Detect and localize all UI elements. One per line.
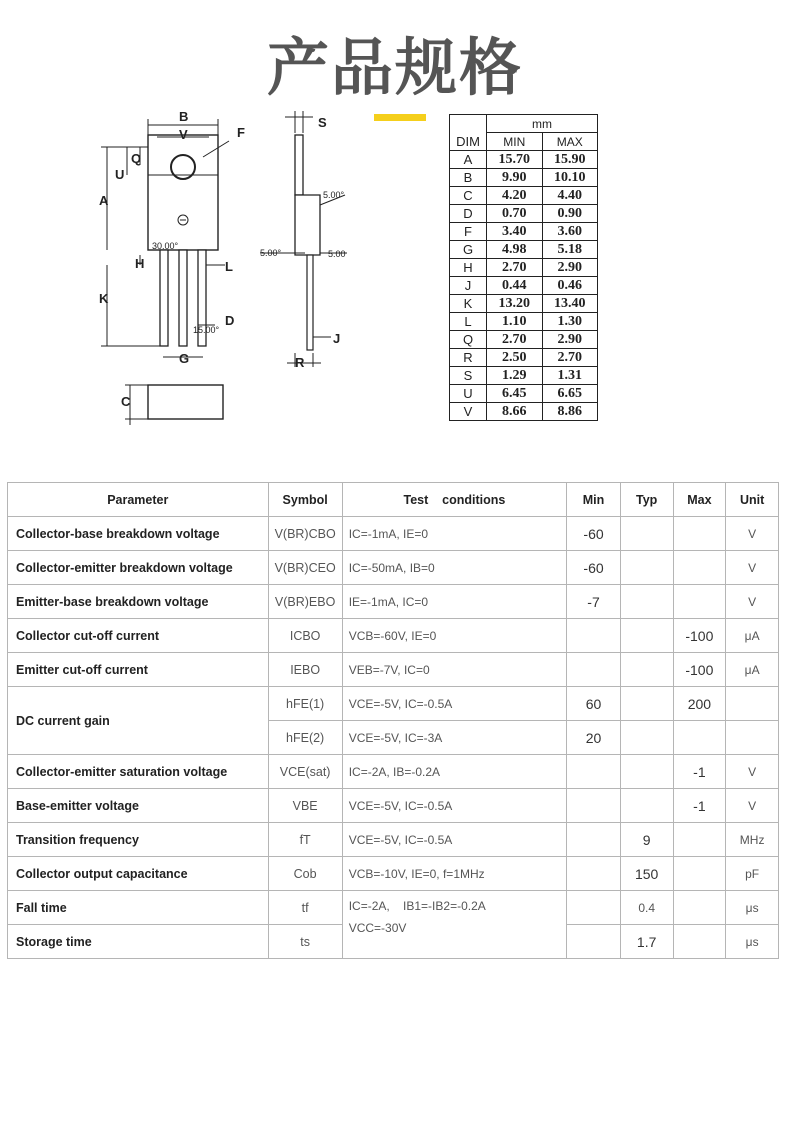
dim-label-u: U bbox=[115, 167, 125, 182]
conditions-cell: VCE=-5V, IC=-0.5A bbox=[342, 823, 567, 857]
dim-label-d: D bbox=[225, 313, 235, 328]
dim-min-cell: 0.70 bbox=[487, 205, 543, 223]
dim-label-h: H bbox=[135, 256, 145, 271]
parameter-header: Parameter bbox=[8, 483, 269, 517]
spec-rows-group-1 bbox=[8, 517, 779, 687]
spec-header-row bbox=[8, 483, 779, 517]
typ-header: Typ bbox=[620, 483, 673, 517]
table-row bbox=[8, 687, 779, 721]
dim-min-cell: 2.70 bbox=[487, 331, 543, 349]
parameter-cell: Collector-emitter saturation voltage bbox=[8, 755, 269, 789]
dim-row bbox=[450, 331, 598, 349]
table-row bbox=[8, 551, 779, 585]
dim-letter-cell: R bbox=[450, 349, 487, 367]
parameter-cell: Collector-base breakdown voltage bbox=[8, 517, 269, 551]
min-cell: 60 bbox=[567, 687, 621, 721]
symbol-cell: ICBO bbox=[268, 619, 342, 653]
symbol-header: Symbol bbox=[268, 483, 342, 517]
table-row bbox=[8, 653, 779, 687]
unit-cell: μA bbox=[726, 653, 779, 687]
dim-row bbox=[450, 385, 598, 403]
dim-row bbox=[450, 403, 598, 421]
dim-max-cell: 6.65 bbox=[542, 385, 598, 403]
dim-min-cell: 6.45 bbox=[487, 385, 543, 403]
dim-row bbox=[450, 151, 598, 169]
unit-cell: V bbox=[726, 551, 779, 585]
symbol-cell: ts bbox=[268, 925, 342, 959]
dim-max-cell: 10.10 bbox=[542, 169, 598, 187]
angle-label-30: 30.00° bbox=[152, 241, 179, 251]
symbol-cell: V(BR)CEO bbox=[268, 551, 342, 585]
dim-label-k: K bbox=[99, 291, 109, 306]
unit-cell: V bbox=[726, 755, 779, 789]
dim-label-s: S bbox=[318, 115, 327, 130]
package-outline-drawing bbox=[95, 105, 435, 435]
min-cell: -60 bbox=[567, 551, 621, 585]
parameter-cell: Emitter cut-off current bbox=[8, 653, 269, 687]
dim-letter-cell: A bbox=[450, 151, 487, 169]
max-cell bbox=[673, 551, 726, 585]
symbol-cell: VBE bbox=[268, 789, 342, 823]
conditions-cell: VCE=-5V, IC=-0.5A bbox=[342, 789, 567, 823]
dim-min-cell: 13.20 bbox=[487, 295, 543, 313]
dim-letter-cell: B bbox=[450, 169, 487, 187]
angle-label-5-right: 5.00 bbox=[328, 249, 346, 259]
conditions-cell: IC=-50mA, IB=0 bbox=[342, 551, 567, 585]
dim-max-cell: 13.40 bbox=[542, 295, 598, 313]
conditions-cell: VCB=-60V, IE=0 bbox=[342, 619, 567, 653]
min-cell bbox=[567, 925, 621, 959]
dim-letter-cell: C bbox=[450, 187, 487, 205]
unit-cell: V bbox=[726, 517, 779, 551]
min-cell bbox=[567, 755, 621, 789]
typ-cell bbox=[620, 585, 673, 619]
min-cell: 20 bbox=[567, 721, 621, 755]
dim-label-r: R bbox=[295, 355, 305, 370]
dim-letter-cell: Q bbox=[450, 331, 487, 349]
max-cell bbox=[673, 517, 726, 551]
dim-row bbox=[450, 169, 598, 187]
dim-max-cell: 1.30 bbox=[542, 313, 598, 331]
table-row bbox=[8, 619, 779, 653]
unit-cell: V bbox=[726, 789, 779, 823]
max-cell: -1 bbox=[673, 755, 726, 789]
dim-min-cell: 3.40 bbox=[487, 223, 543, 241]
dim-max-cell: 8.86 bbox=[542, 403, 598, 421]
dim-max-cell: 0.46 bbox=[542, 277, 598, 295]
min-cell bbox=[567, 891, 621, 925]
typ-cell bbox=[620, 619, 673, 653]
dim-label-l: L bbox=[225, 259, 233, 274]
table-row bbox=[8, 823, 779, 857]
unit-cell: μA bbox=[726, 619, 779, 653]
dim-min-cell: 1.10 bbox=[487, 313, 543, 331]
unit-cell: μs bbox=[726, 891, 779, 925]
table-row bbox=[8, 755, 779, 789]
dim-row bbox=[450, 241, 598, 259]
dim-letter-cell: K bbox=[450, 295, 487, 313]
parameter-cell: Fall time bbox=[8, 891, 269, 925]
table-row bbox=[8, 517, 779, 551]
parameter-cell: Emitter-base breakdown voltage bbox=[8, 585, 269, 619]
min-cell bbox=[567, 823, 621, 857]
dim-max-cell: 5.18 bbox=[542, 241, 598, 259]
parameter-cell: Base-emitter voltage bbox=[8, 789, 269, 823]
dim-max-cell: 4.40 bbox=[542, 187, 598, 205]
dim-label-f: F bbox=[237, 125, 245, 140]
typ-cell bbox=[620, 721, 673, 755]
conditions-cell: IC=-2A, IB=-0.2A bbox=[342, 755, 567, 789]
dim-row bbox=[450, 223, 598, 241]
max-cell bbox=[673, 721, 726, 755]
dimension-table bbox=[449, 114, 598, 421]
table-row bbox=[8, 585, 779, 619]
dim-row bbox=[450, 349, 598, 367]
angle-label-5-top: 5.00° bbox=[323, 190, 345, 200]
max-cell bbox=[673, 823, 726, 857]
dim-min-cell: 8.66 bbox=[487, 403, 543, 421]
typ-cell: 0.4 bbox=[620, 891, 673, 925]
dim-label-v: V bbox=[179, 127, 188, 142]
dim-unit-header: mm bbox=[487, 115, 598, 133]
dim-min-cell: 0.44 bbox=[487, 277, 543, 295]
parameter-cell: DC current gain bbox=[8, 687, 269, 755]
dim-label-q: Q bbox=[131, 151, 142, 166]
conditions-cell: IC=-1mA, IE=0 bbox=[342, 517, 567, 551]
unit-header: Unit bbox=[726, 483, 779, 517]
min-cell bbox=[567, 653, 621, 687]
dim-label-j: J bbox=[333, 331, 341, 346]
dim-min-cell: 15.70 bbox=[487, 151, 543, 169]
symbol-cell: fT bbox=[268, 823, 342, 857]
symbol-cell: V(BR)CBO bbox=[268, 517, 342, 551]
unit-cell: MHz bbox=[726, 823, 779, 857]
dim-letter-cell: F bbox=[450, 223, 487, 241]
dim-row bbox=[450, 277, 598, 295]
dim-label-b: B bbox=[179, 109, 189, 124]
dim-max-cell: 2.70 bbox=[542, 349, 598, 367]
spec-rows-group-2 bbox=[8, 755, 779, 891]
conditions-cell: VCE=-5V, IC=-3A bbox=[342, 721, 567, 755]
page-title: 产品规格 bbox=[266, 31, 523, 104]
typ-cell bbox=[620, 789, 673, 823]
table-row bbox=[8, 891, 779, 925]
parameter-cell: Storage time bbox=[8, 925, 269, 959]
max-cell bbox=[673, 585, 726, 619]
dim-letter-cell: L bbox=[450, 313, 487, 331]
min-cell: -7 bbox=[567, 585, 621, 619]
unit-cell bbox=[726, 687, 779, 721]
dim-min-cell: 9.90 bbox=[487, 169, 543, 187]
max-cell bbox=[673, 891, 726, 925]
dim-row bbox=[450, 313, 598, 331]
symbol-cell: tf bbox=[268, 891, 342, 925]
conditions-cell: VCE=-5V, IC=-0.5A bbox=[342, 687, 567, 721]
angle-label-5-left: 5.00° bbox=[260, 248, 282, 258]
max-header: Max bbox=[673, 483, 726, 517]
max-cell bbox=[673, 857, 726, 891]
electrical-spec-table bbox=[7, 482, 779, 959]
typ-cell bbox=[620, 755, 673, 789]
conditions-cell bbox=[342, 891, 567, 959]
dim-letter-cell: G bbox=[450, 241, 487, 259]
dim-row bbox=[450, 205, 598, 223]
dim-row bbox=[450, 295, 598, 313]
dim-letter-cell: J bbox=[450, 277, 487, 295]
symbol-cell: IEBO bbox=[268, 653, 342, 687]
angle-label-15: 15.00° bbox=[193, 325, 220, 335]
dim-label-g: G bbox=[179, 351, 190, 366]
min-col-header: MIN bbox=[487, 133, 543, 151]
parameter-cell: Transition frequency bbox=[8, 823, 269, 857]
typ-cell bbox=[620, 687, 673, 721]
conditions-header: Test conditions bbox=[342, 483, 567, 517]
table-row bbox=[8, 789, 779, 823]
parameter-cell: Collector cut-off current bbox=[8, 619, 269, 653]
min-cell: -60 bbox=[567, 517, 621, 551]
typ-cell: 1.7 bbox=[620, 925, 673, 959]
switching-conditions-line-1: IC=-2A, IB1=-IB2=-0.2A bbox=[348, 899, 486, 913]
dim-row bbox=[450, 259, 598, 277]
max-cell: 200 bbox=[673, 687, 726, 721]
dim-label-c: C bbox=[121, 394, 131, 409]
symbol-cell: V(BR)EBO bbox=[268, 585, 342, 619]
min-header: Min bbox=[567, 483, 621, 517]
table-row bbox=[8, 857, 779, 891]
conditions-cell: VEB=-7V, IC=0 bbox=[342, 653, 567, 687]
min-cell bbox=[567, 619, 621, 653]
conditions-cell: IE=-1mA, IC=0 bbox=[342, 585, 567, 619]
typ-cell: 9 bbox=[620, 823, 673, 857]
dim-max-cell: 3.60 bbox=[542, 223, 598, 241]
typ-cell bbox=[620, 551, 673, 585]
symbol-cell: VCE(sat) bbox=[268, 755, 342, 789]
dim-max-cell: 0.90 bbox=[542, 205, 598, 223]
dim-letter-cell: H bbox=[450, 259, 487, 277]
max-cell bbox=[673, 925, 726, 959]
dim-min-cell: 2.70 bbox=[487, 259, 543, 277]
dim-min-cell: 4.98 bbox=[487, 241, 543, 259]
dim-letter-cell: S bbox=[450, 367, 487, 385]
dim-max-cell: 2.90 bbox=[542, 331, 598, 349]
dim-max-cell: 1.31 bbox=[542, 367, 598, 385]
unit-cell: μs bbox=[726, 925, 779, 959]
typ-cell bbox=[620, 517, 673, 551]
max-cell: -1 bbox=[673, 789, 726, 823]
dim-letter-cell: U bbox=[450, 385, 487, 403]
max-cell: -100 bbox=[673, 619, 726, 653]
unit-cell bbox=[726, 721, 779, 755]
switching-conditions-line-2: VCC=-30V bbox=[348, 921, 407, 935]
parameter-cell: Collector output capacitance bbox=[8, 857, 269, 891]
conditions-cell: VCB=-10V, IE=0, f=1MHz bbox=[342, 857, 567, 891]
typ-cell: 150 bbox=[620, 857, 673, 891]
dim-letter-cell: V bbox=[450, 403, 487, 421]
max-cell: -100 bbox=[673, 653, 726, 687]
dimension-rows bbox=[450, 151, 598, 421]
unit-cell: pF bbox=[726, 857, 779, 891]
dim-label-a: A bbox=[99, 193, 109, 208]
dim-col-header: DIM bbox=[450, 115, 487, 151]
dim-min-cell: 2.50 bbox=[487, 349, 543, 367]
dim-row bbox=[450, 187, 598, 205]
min-cell bbox=[567, 789, 621, 823]
typ-cell bbox=[620, 653, 673, 687]
dim-min-cell: 4.20 bbox=[487, 187, 543, 205]
dim-row bbox=[450, 367, 598, 385]
dim-max-cell: 2.90 bbox=[542, 259, 598, 277]
unit-cell: V bbox=[726, 585, 779, 619]
max-col-header: MAX bbox=[542, 133, 598, 151]
symbol-cell: Cob bbox=[268, 857, 342, 891]
symbol-cell: hFE(2) bbox=[268, 721, 342, 755]
parameter-cell: Collector-emitter breakdown voltage bbox=[8, 551, 269, 585]
dim-letter-cell: D bbox=[450, 205, 487, 223]
dim-min-cell: 1.29 bbox=[487, 367, 543, 385]
min-cell bbox=[567, 857, 621, 891]
symbol-cell: hFE(1) bbox=[268, 687, 342, 721]
dim-max-cell: 15.90 bbox=[542, 151, 598, 169]
